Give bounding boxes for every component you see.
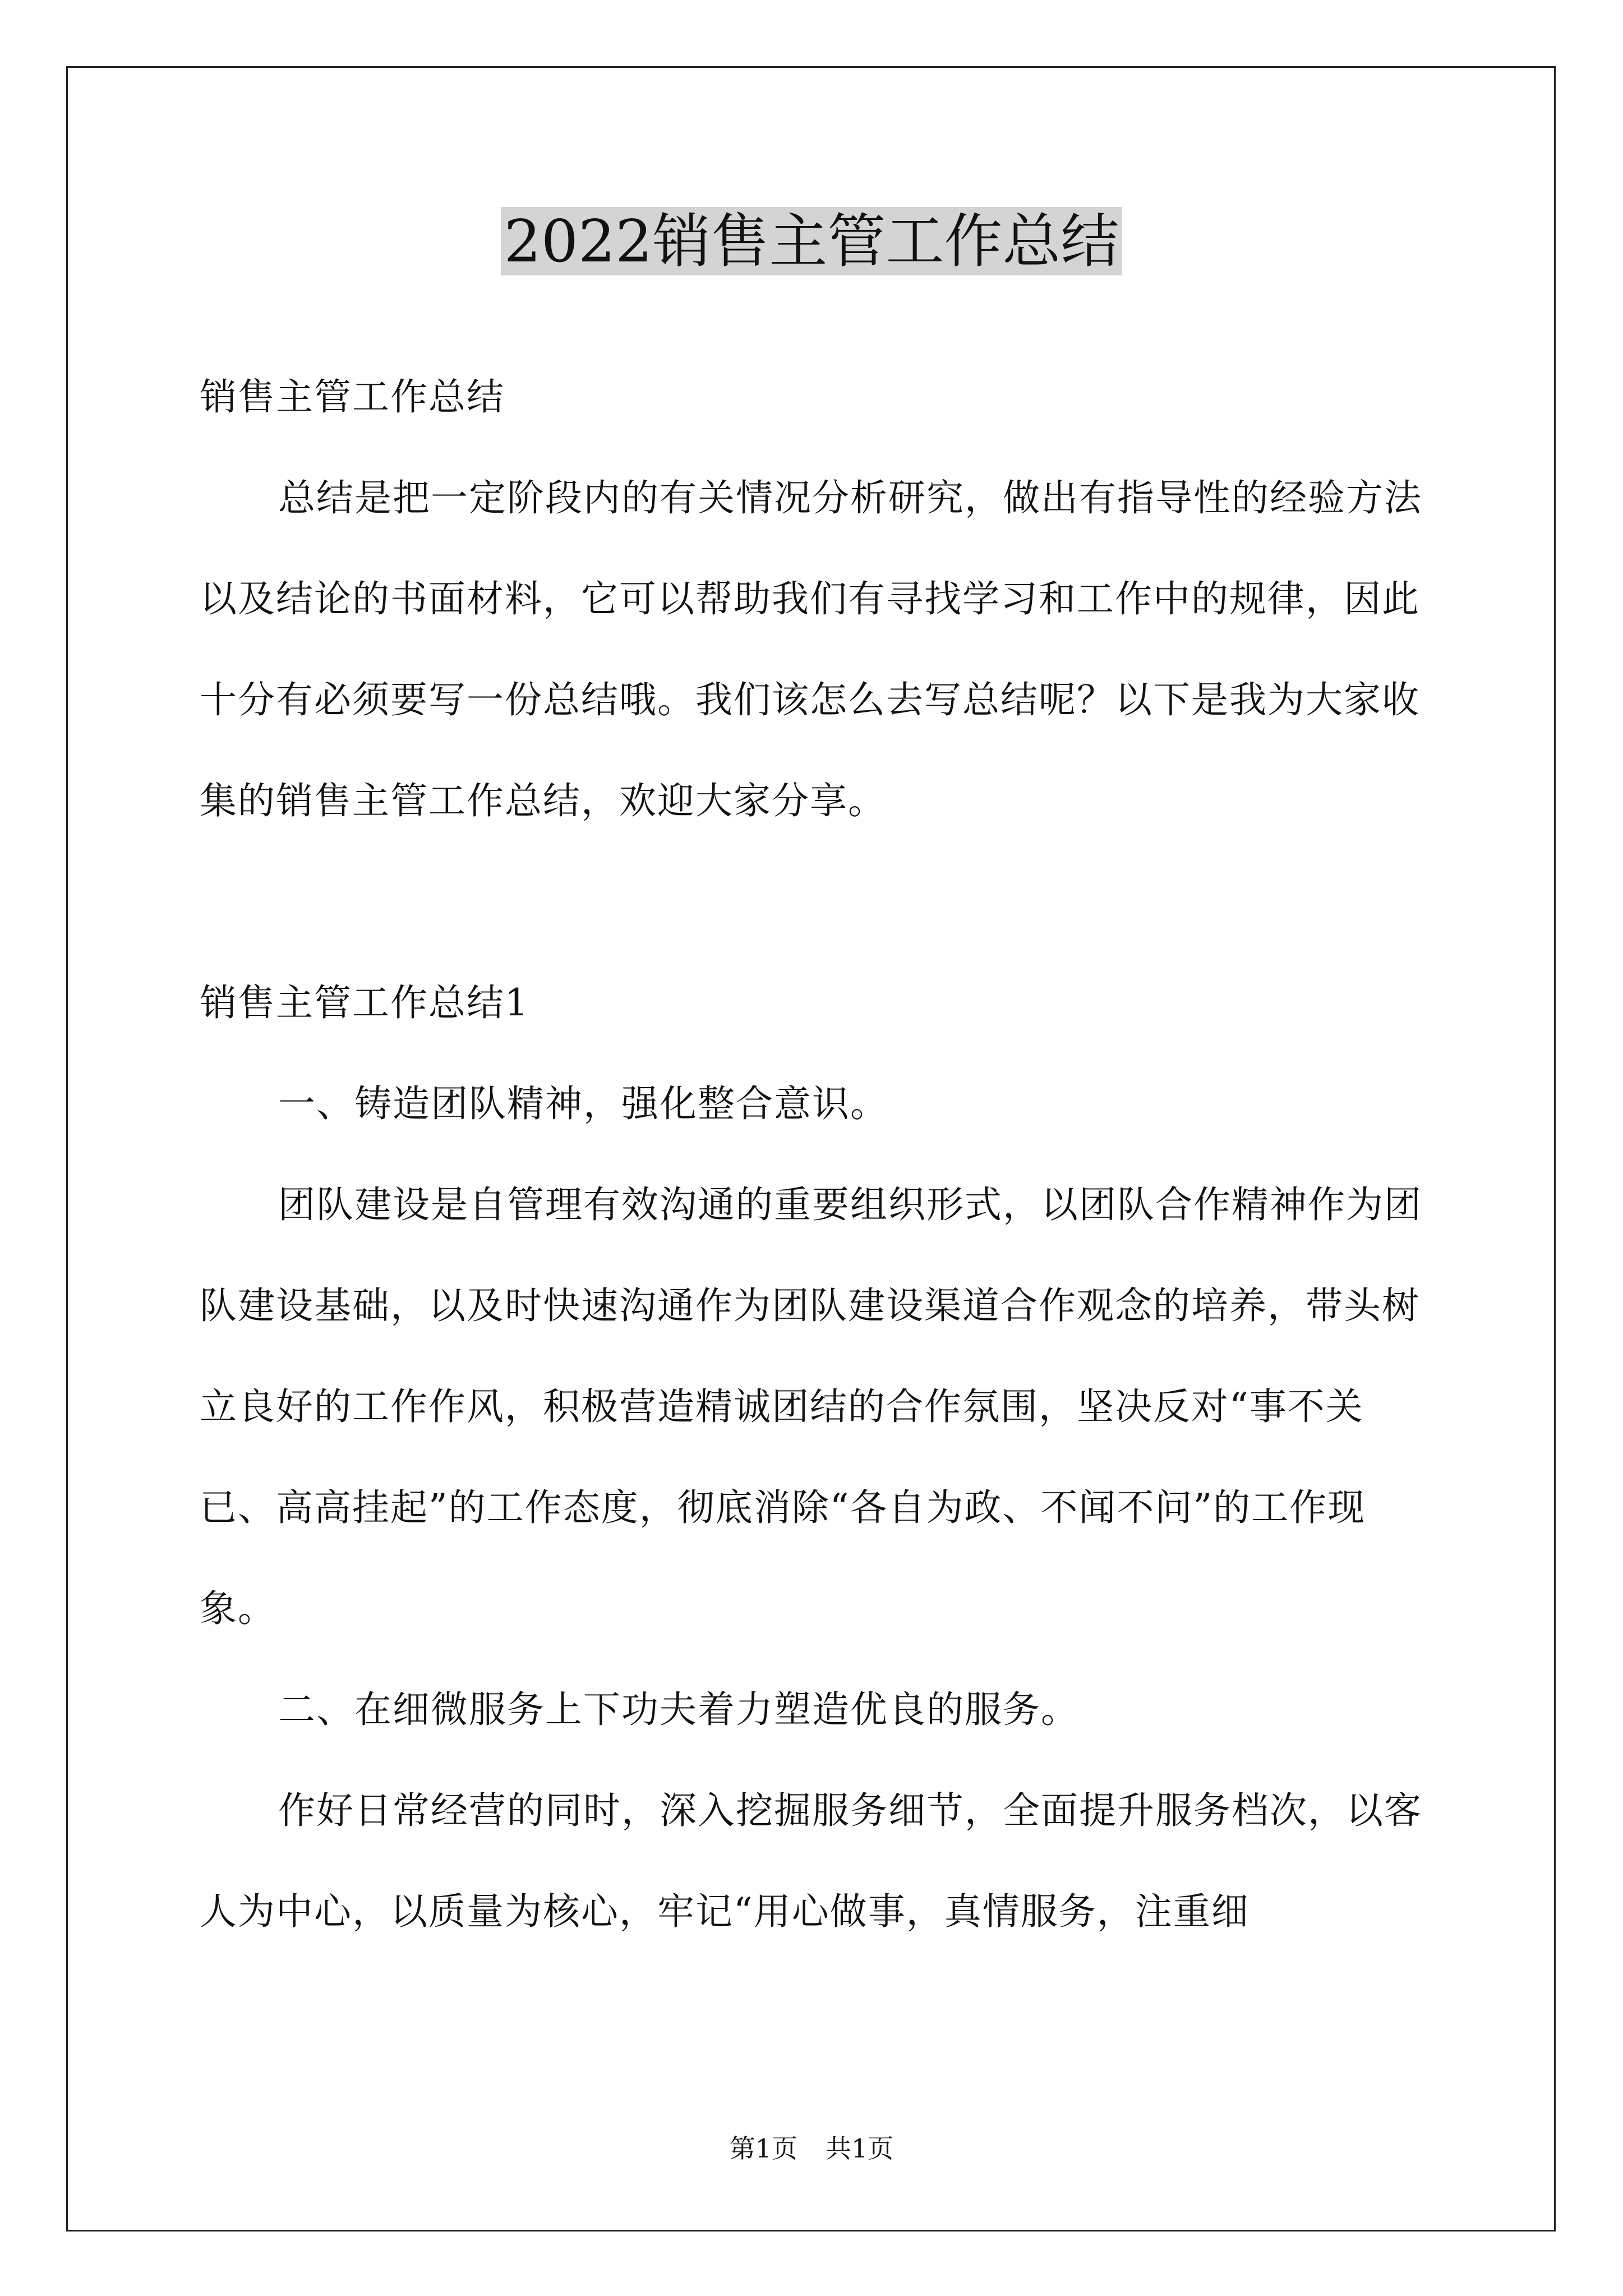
section-heading: 销售主管工作总结1 bbox=[200, 981, 529, 1024]
page-number: 第1页 bbox=[729, 2133, 797, 2164]
intro-paragraph: 总结是把一定阶段内的有关情况分析研究，做出有指导性的经验方法以及结论的书面材料，它可以帮助我们有寻找学习和工作中的规律，因此十分有必须要写一份总结哦。我们该怎么去写总结呢？以下是我为大家收集的销售主管工作总结，欢迎大家分享。 bbox=[200, 476, 1422, 822]
body-paragraph: 团队建设是自管理有效沟通的重要组织形式，以团队合作精神作为团队建设基础，以及时快速沟通作为团队建设渠道合作观念的培养，带头树立良好的工作作风，积极营造精诚团结的合作氛围，坚决反对“事不关已、高高挂起”的工作态度，彻底消除“各自为政、不闻不问”的工作现象。 bbox=[200, 1183, 1422, 1630]
subheading: 二、在细微服务上下功夫着力塑造优良的服务。 bbox=[278, 1688, 1079, 1731]
subheading: 一、铸造团队精神，强化整合意识。 bbox=[278, 1082, 888, 1125]
section-heading: 销售主管工作总结 bbox=[200, 375, 505, 418]
document-title-text: 2022销售主管工作总结 bbox=[501, 207, 1123, 275]
body-paragraph: 作好日常经营的同时，深入挖掘服务细节，全面提升服务档次，以客人为中心，以质量为核心，牢记“用心做事，真情服务，注重细 bbox=[200, 1789, 1422, 1933]
document-title bbox=[0, 202, 1623, 280]
page-total: 共1页 bbox=[826, 2133, 894, 2164]
document-body bbox=[200, 347, 1433, 1962]
page-footer bbox=[0, 2132, 1623, 2165]
